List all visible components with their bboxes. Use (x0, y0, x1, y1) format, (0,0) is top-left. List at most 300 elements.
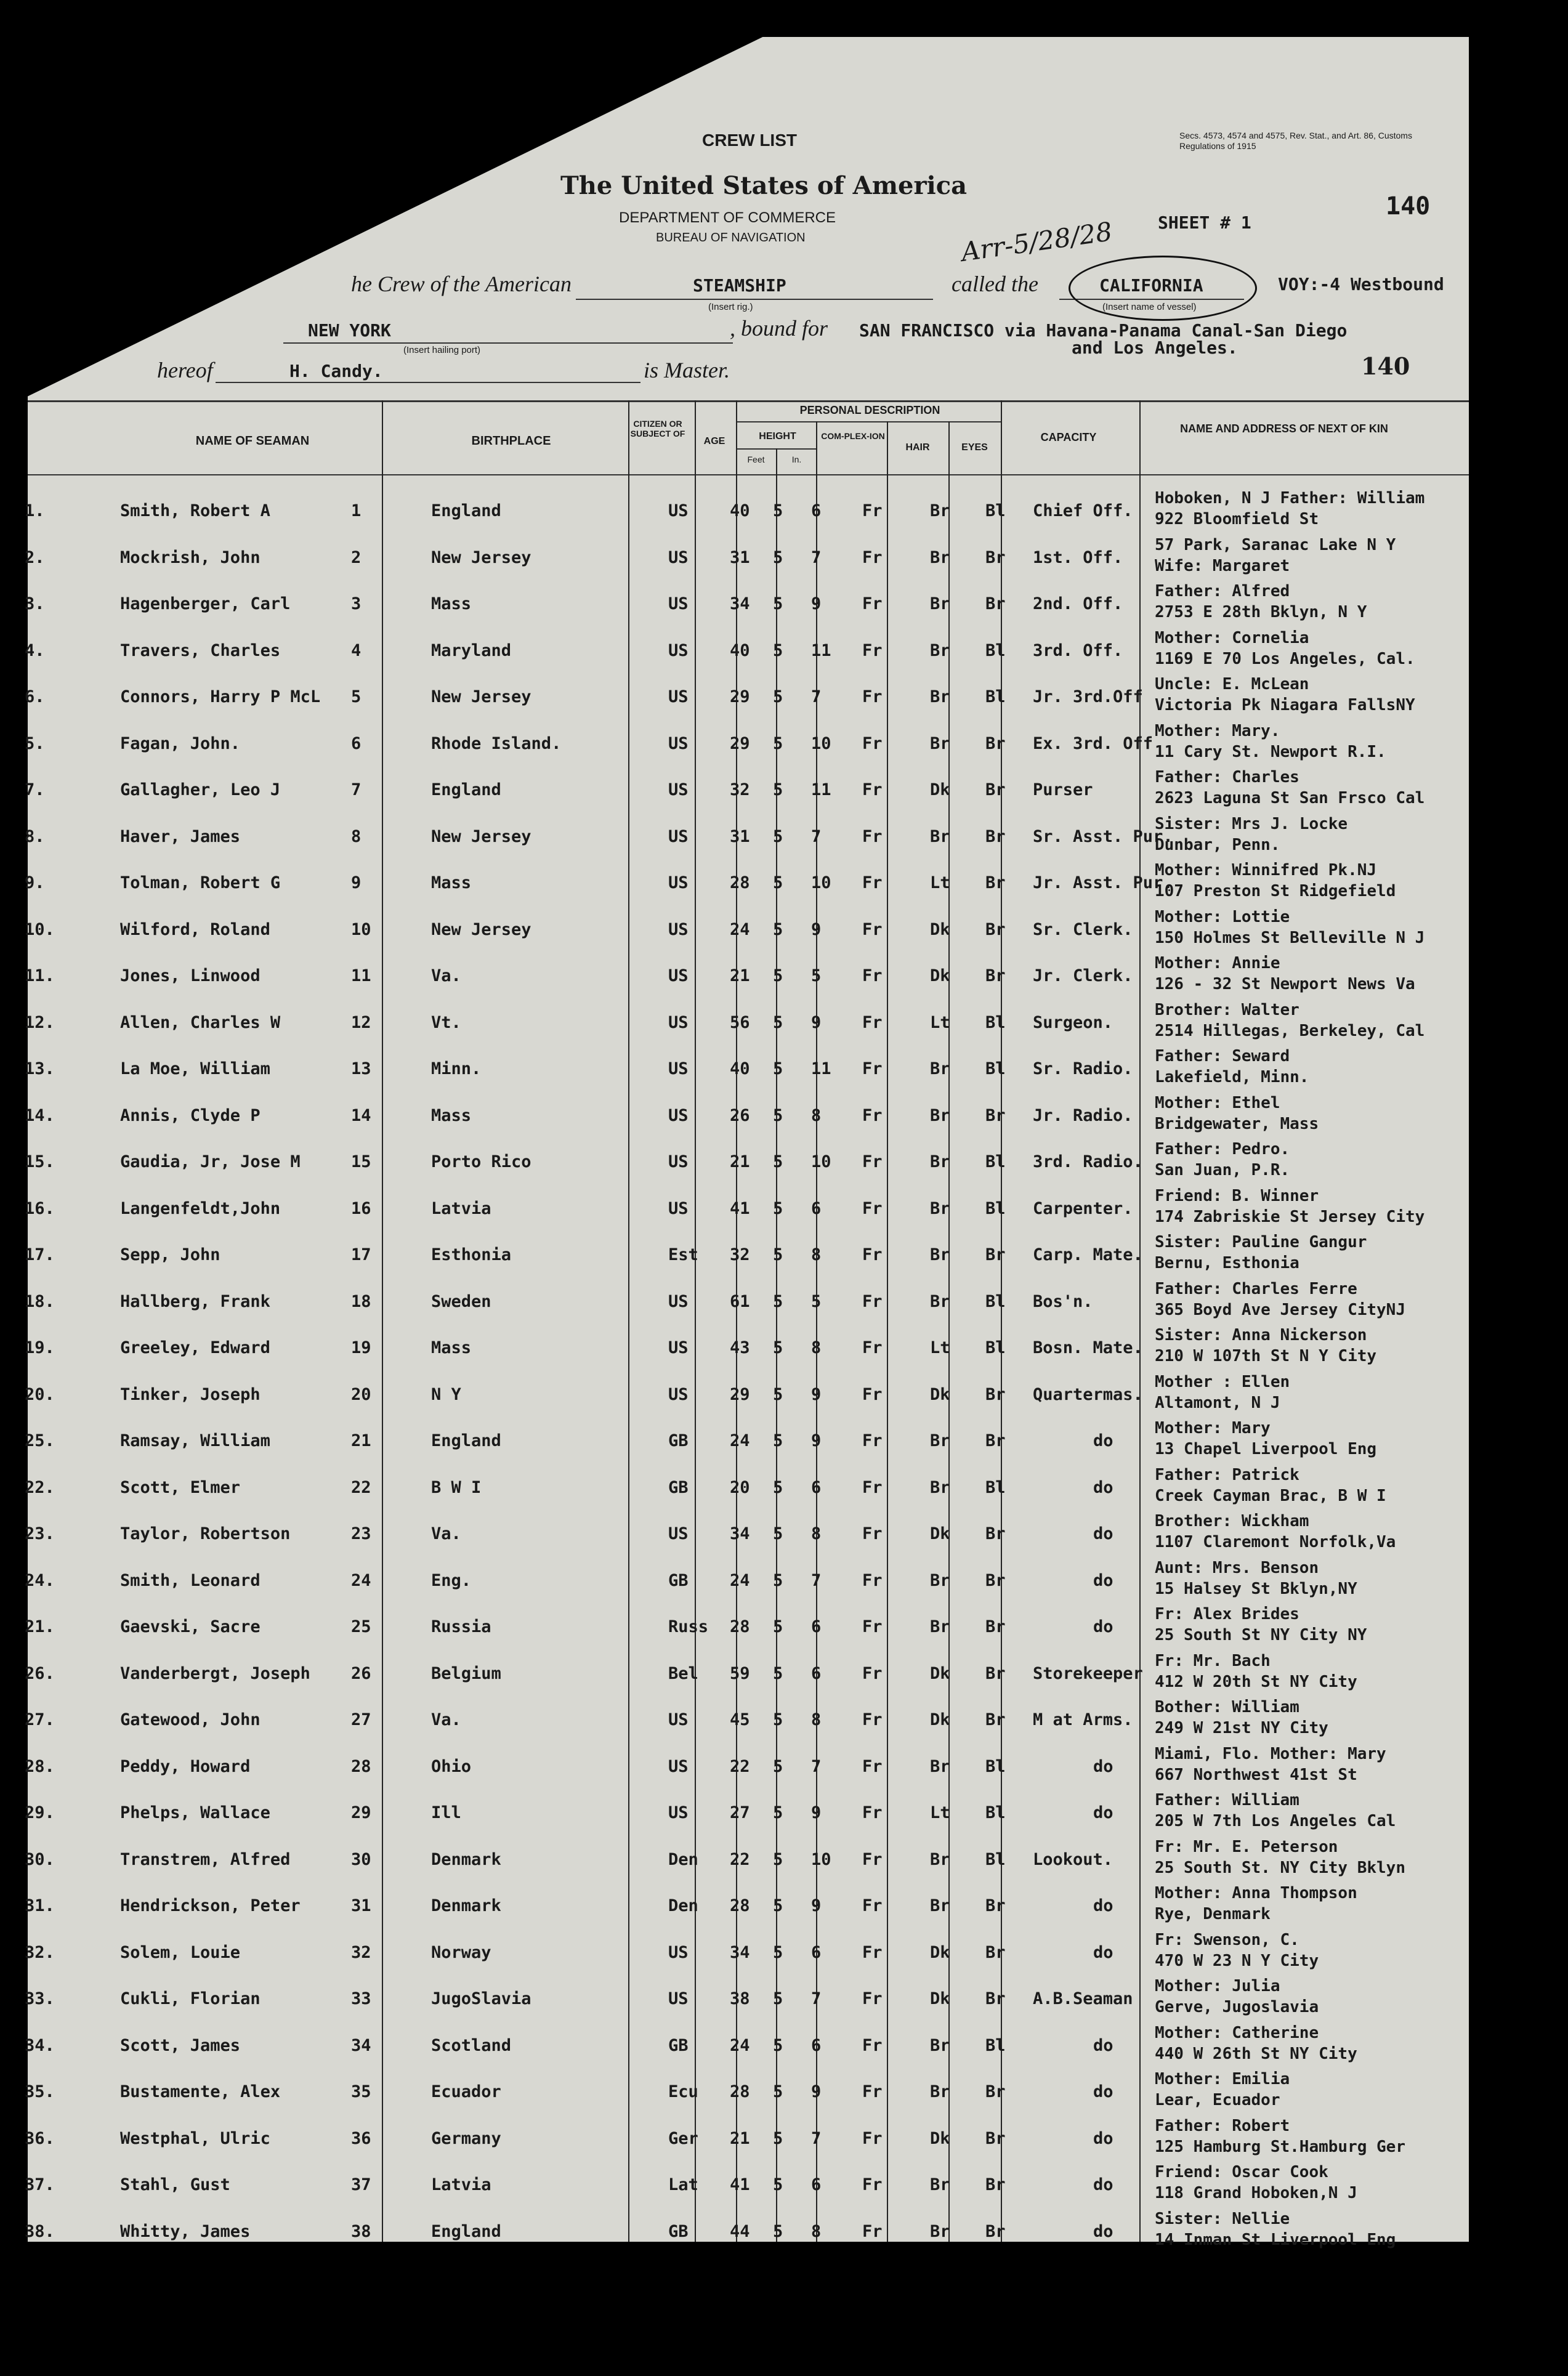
col-header-complexion: COM-PLEX-ION (821, 431, 885, 441)
crew-birthplace: Latvia (431, 2175, 491, 2194)
crew-eyes: Br (985, 594, 1006, 613)
kin-name: Mother: Winnifred Pk.NJ (1155, 861, 1377, 879)
table-row (25, 1884, 1469, 1934)
crew-number: 36 (351, 2128, 371, 2148)
crew-eyes: Bl (985, 687, 1006, 706)
crew-next-of-kin (1155, 814, 1348, 855)
crew-name: Gaudia, Jr, Jose M (120, 1152, 301, 1171)
crew-complexion: Fr (862, 548, 883, 567)
crew-next-of-kin (1155, 1418, 1376, 1460)
table-row (25, 721, 1469, 772)
crew-birthplace: N Y (431, 1384, 461, 1404)
crew-complexion: Fr (862, 2035, 883, 2055)
col-header-citizen: CITIZEN OR SUBJECT OF (630, 419, 685, 438)
crew-line-number: 35. (25, 2082, 55, 2101)
crew-complexion: Fr (862, 733, 883, 753)
table-row (25, 1419, 1469, 1469)
crew-eyes: Bl (985, 1198, 1006, 1218)
crew-line-number: 22. (25, 1477, 55, 1497)
crew-next-of-kin (1155, 1046, 1309, 1088)
crew-complexion: Fr (862, 1291, 883, 1311)
kin-name: Father: Patrick (1155, 1465, 1299, 1484)
crew-height-inches: 10 (811, 1152, 831, 1171)
crew-line-number: 33. (25, 1989, 55, 2008)
crew-birthplace: New Jersey (431, 548, 531, 567)
crew-citizenship: US (668, 780, 689, 799)
crew-line-number: 26. (25, 1663, 55, 1683)
crew-name: Fagan, John. (120, 733, 241, 753)
table-row (25, 675, 1469, 725)
crew-capacity: do (1093, 1756, 1113, 1776)
table-row (25, 1279, 1469, 1330)
kin-name: Sister: Mrs J. Locke (1155, 814, 1348, 833)
crew-eyes: Bl (985, 1291, 1006, 1311)
kin-name: Mother : Ellen (1155, 1372, 1290, 1391)
crew-capacity: 3rd. Radio. (1033, 1152, 1143, 1171)
crew-next-of-kin (1155, 2115, 1405, 2157)
crew-number: 5 (351, 687, 362, 706)
table-row (25, 1558, 1469, 1609)
crew-eyes: Br (985, 1570, 1006, 1590)
crew-capacity: Chief Off. (1033, 501, 1133, 520)
kin-address: 125 Hamburg St.Hamburg Ger (1155, 2137, 1405, 2156)
crew-number: 6 (351, 733, 362, 753)
table-row (25, 1000, 1469, 1051)
crew-height-feet: 5 (773, 2175, 783, 2194)
crew-hair: Dk (930, 1989, 950, 2008)
crew-age: 22 (730, 1756, 750, 1776)
crew-hair: Br (930, 1291, 950, 1311)
crew-height-feet: 5 (773, 1291, 783, 1311)
crew-complexion: Fr (862, 1803, 883, 1822)
crew-line-number: 9. (25, 873, 45, 892)
kin-name: Friend: Oscar Cook (1155, 2163, 1328, 2181)
crew-birthplace: New Jersey (431, 826, 531, 846)
crew-name: Transtrem, Alfred (120, 1849, 291, 1869)
crew-hair: Br (930, 1756, 950, 1776)
crew-number: 10 (351, 919, 371, 939)
crew-line-number: 11. (25, 966, 55, 985)
crew-hair: Br (930, 687, 950, 706)
crew-number: 32 (351, 1942, 371, 1962)
kin-name: Father: Charles (1155, 768, 1299, 786)
crew-capacity: 1st. Off. (1033, 548, 1123, 567)
crew-hair: Lt (930, 873, 950, 892)
crew-next-of-kin (1155, 1000, 1425, 1041)
crew-name: Stahl, Gust (120, 2175, 230, 2194)
crew-line-number: 24. (25, 1570, 55, 1590)
crew-number: 9 (351, 873, 362, 892)
crew-line-number: 8. (25, 826, 45, 846)
crew-age: 31 (730, 548, 750, 567)
crew-height-feet: 5 (773, 873, 783, 892)
crew-number: 19 (351, 1338, 371, 1357)
crew-height-inches: 7 (811, 1756, 822, 1776)
kin-name: Fr: Alex Brides (1155, 1605, 1299, 1623)
crew-hair: Br (930, 1105, 950, 1125)
crew-capacity: Jr. Asst. Pur. (1033, 873, 1173, 892)
crew-height-inches: 6 (811, 2035, 822, 2055)
crew-hair: Lt (930, 1803, 950, 1822)
crew-height-inches: 7 (811, 1989, 822, 2008)
crew-eyes: Br (985, 966, 1006, 985)
crew-height-inches: 9 (811, 594, 822, 613)
crew-capacity: M at Arms. (1033, 1710, 1133, 1729)
bureau-label: BUREAU OF NAVIGATION (656, 231, 806, 244)
crew-number: 23 (351, 1524, 371, 1543)
voyage: VOY:-4 Westbound (1278, 274, 1444, 294)
kin-address: San Juan, P.R. (1155, 1161, 1290, 1179)
crew-capacity: do (1093, 1942, 1113, 1962)
crew-age: 34 (730, 1524, 750, 1543)
crew-age: 29 (730, 1384, 750, 1404)
crew-height-feet: 5 (773, 780, 783, 799)
crew-line-number: 13. (25, 1059, 55, 1078)
crew-name: Scott, James (120, 2035, 241, 2055)
crew-height-inches: 7 (811, 1570, 822, 1590)
crew-line-number: 29. (25, 1803, 55, 1822)
crew-citizenship: GB (668, 2035, 689, 2055)
crew-hair: Dk (930, 2128, 950, 2148)
crew-age: 41 (730, 1198, 750, 1218)
crew-citizenship: US (668, 594, 689, 613)
crew-line-number: 37. (25, 2175, 55, 2194)
kin-address: 412 W 20th St NY City (1155, 1672, 1357, 1691)
crew-line-number: 31. (25, 1896, 55, 1915)
crew-number: 25 (351, 1617, 371, 1636)
crew-number: 3 (351, 594, 362, 613)
crew-age: 59 (730, 1663, 750, 1683)
crew-name: La Moe, William (120, 1059, 270, 1078)
kin-address: 174 Zabriskie St Jersey City (1155, 1207, 1425, 1226)
crew-hair: Br (930, 2175, 950, 2194)
crew-birthplace: Scotland (431, 2035, 512, 2055)
crew-complexion: Fr (862, 1710, 883, 1729)
kin-name: Mother: Lottie (1155, 907, 1290, 926)
crew-line-number: 2. (25, 548, 45, 567)
crew-birthplace: Porto Rico (431, 1152, 531, 1171)
crew-hair: Br (930, 733, 950, 753)
table-row (25, 1465, 1469, 1516)
crew-name: Connors, Harry P McL (120, 687, 321, 706)
table-row (25, 1047, 1469, 1097)
crew-next-of-kin (1155, 1883, 1357, 1925)
crew-number: 1 (351, 501, 362, 520)
crew-height-feet: 5 (773, 1524, 783, 1543)
crew-height-inches: 6 (811, 501, 822, 520)
crew-eyes: Bl (985, 1152, 1006, 1171)
crew-next-of-kin (1155, 1837, 1405, 1878)
kin-address: 25 South St. NY City Bklyn (1155, 1858, 1405, 1877)
kin-name: Sister: Pauline Gangur (1155, 1233, 1367, 1251)
crew-capacity: 2nd. Off. (1033, 594, 1123, 613)
crew-next-of-kin (1155, 2022, 1357, 2064)
crew-number: 24 (351, 1570, 371, 1590)
crew-name: Scott, Elmer (120, 1477, 241, 1497)
crew-birthplace: England (431, 2221, 501, 2241)
table-row (25, 1837, 1469, 1888)
crew-next-of-kin (1155, 1186, 1425, 1227)
personal-rule (736, 421, 1001, 422)
table-row (25, 1140, 1469, 1190)
crew-complexion: Fr (862, 2082, 883, 2101)
kin-address: Dunbar, Penn. (1155, 835, 1280, 854)
crew-capacity: Sr. Radio. (1033, 1059, 1133, 1078)
crew-age: 21 (730, 966, 750, 985)
table-row (25, 954, 1469, 1004)
crew-birthplace: Va. (431, 966, 461, 985)
kin-address: 11 Cary St. Newport R.I. (1155, 742, 1386, 761)
crew-citizenship: US (668, 966, 689, 985)
crew-citizenship: GB (668, 2221, 689, 2241)
kin-address: Lakefield, Minn. (1155, 1068, 1309, 1086)
crew-capacity: do (1093, 1617, 1113, 1636)
crew-height-inches: 6 (811, 1663, 822, 1683)
crew-height-feet: 5 (773, 1059, 783, 1078)
table-header-bottom-rule (28, 474, 1469, 475)
crew-capacity: do (1093, 2175, 1113, 2194)
crew-age: 24 (730, 2035, 750, 2055)
table-row (25, 1744, 1469, 1795)
crew-hair: Br (930, 640, 950, 660)
crew-complexion: Fr (862, 966, 883, 985)
hailing-port-hint: (Insert hailing port) (403, 345, 481, 355)
kin-name: Father: Charles Ferre (1155, 1279, 1357, 1298)
crew-number: 20 (351, 1384, 371, 1404)
crew-capacity: do (1093, 1431, 1113, 1450)
crew-citizenship: US (668, 1012, 689, 1032)
crew-height-feet: 5 (773, 2035, 783, 2055)
crew-age: 41 (730, 2175, 750, 2194)
crew-eyes: Bl (985, 501, 1006, 520)
crew-height-inches: 9 (811, 2082, 822, 2101)
crew-height-inches: 10 (811, 1849, 831, 1869)
vessel-type: STEAMSHIP (693, 275, 786, 296)
crew-of-label: he Crew of the American (351, 272, 572, 296)
crew-age: 56 (730, 1012, 750, 1032)
crew-line-number: 19. (25, 1338, 55, 1357)
statute-reference: Secs. 4573, 4574 and 4575, Rev. Stat., and Art. 86, Customs Regulations of 1915 (1179, 131, 1412, 151)
crew-age: 40 (730, 640, 750, 660)
crew-birthplace: Ecuador (431, 2082, 501, 2101)
crew-birthplace: Maryland (431, 640, 512, 660)
crew-age: 38 (730, 1989, 750, 2008)
crew-line-number: 32. (25, 1942, 55, 1962)
crew-height-feet: 5 (773, 594, 783, 613)
kin-address: 2753 E 28th Bklyn, N Y (1155, 603, 1367, 621)
crew-citizenship: US (668, 1152, 689, 1171)
crew-next-of-kin (1155, 1744, 1386, 1785)
crew-name: Greeley, Edward (120, 1338, 270, 1357)
col-header-inches: In. (791, 455, 802, 464)
crew-complexion: Fr (862, 2175, 883, 2194)
crew-birthplace: JugoSlavia (431, 1989, 531, 2008)
crew-name: Whitty, James (120, 2221, 251, 2241)
crew-name: Langenfeldt,John (120, 1198, 281, 1218)
crew-number: 21 (351, 1431, 371, 1450)
table-row (25, 768, 1469, 818)
kin-address: 922 Bloomfield St (1155, 510, 1319, 528)
crew-height-inches: 8 (811, 1710, 822, 1729)
crew-name: Hallberg, Frank (120, 1291, 270, 1311)
crew-eyes: Br (985, 919, 1006, 939)
crew-complexion: Fr (862, 1431, 883, 1450)
table-row (25, 814, 1469, 865)
crew-height-feet: 5 (773, 2128, 783, 2148)
table-row (25, 2116, 1469, 2167)
crew-birthplace: Mass (431, 873, 472, 892)
crew-number: 4 (351, 640, 362, 660)
crew-capacity: Sr. Asst. Pur. (1033, 826, 1173, 846)
crew-capacity: Purser (1033, 780, 1093, 799)
table-row (25, 582, 1469, 632)
is-master-label: is Master. (644, 358, 730, 382)
crew-age: 32 (730, 1245, 750, 1264)
crew-height-feet: 5 (773, 1849, 783, 1869)
table-row (25, 1651, 1469, 1702)
kin-name: Brother: Wickham (1155, 1512, 1309, 1530)
crew-next-of-kin (1155, 535, 1396, 576)
crew-age: 40 (730, 1059, 750, 1078)
crew-age: 24 (730, 1431, 750, 1450)
crew-next-of-kin (1155, 721, 1386, 762)
col-header-age: AGE (703, 436, 725, 447)
crew-height-feet: 5 (773, 640, 783, 660)
crew-hair: Lt (930, 1012, 950, 1032)
kin-address: 15 Halsey St Bklyn,NY (1155, 1579, 1357, 1598)
kin-address: 249 W 21st NY City (1155, 1719, 1328, 1737)
crew-height-feet: 5 (773, 1710, 783, 1729)
crew-birthplace: Ill (431, 1803, 461, 1822)
crew-height-inches: 7 (811, 548, 822, 567)
crew-name: Smith, Leonard (120, 1570, 261, 1590)
crew-capacity: do (1093, 1570, 1113, 1590)
crew-birthplace: Denmark (431, 1849, 501, 1869)
crew-complexion: Fr (862, 1989, 883, 2008)
crew-name: Gatewood, John (120, 1710, 261, 1729)
crew-height-inches: 6 (811, 1617, 822, 1636)
crew-hair: Dk (930, 1710, 950, 1729)
crew-next-of-kin (1155, 767, 1425, 809)
crew-complexion: Fr (862, 780, 883, 799)
crew-citizenship: US (668, 640, 689, 660)
crew-birthplace: Esthonia (431, 1245, 512, 1264)
crew-birthplace: Sweden (431, 1291, 491, 1311)
crew-capacity: Jr. Clerk. (1033, 966, 1133, 985)
crew-citizenship: US (668, 873, 689, 892)
kin-address: 25 South St NY City NY (1155, 1626, 1367, 1644)
crew-eyes: Bl (985, 1803, 1006, 1822)
kin-name: Mother: Mary (1155, 1419, 1271, 1437)
kin-name: Mother: Anna Thompson (1155, 1884, 1357, 1902)
crew-hair: Lt (930, 1338, 950, 1357)
kin-address: 470 W 23 N Y City (1155, 1951, 1319, 1970)
crew-birthplace: England (431, 780, 501, 799)
crew-hair: Br (930, 1570, 950, 1590)
col-header-feet: Feet (747, 455, 765, 464)
crew-name: Westphal, Ulric (120, 2128, 270, 2148)
crew-complexion: Fr (862, 1198, 883, 1218)
crew-hair: Br (930, 826, 950, 846)
crew-eyes: Br (985, 2221, 1006, 2241)
crew-line-number: 20. (25, 1384, 55, 1404)
crew-capacity: Storekeeper (1033, 1663, 1143, 1683)
kin-name: Sister: Nellie (1155, 2209, 1290, 2228)
crew-citizenship: GB (668, 1431, 689, 1450)
kin-address: 440 W 26th St NY City (1155, 2044, 1357, 2063)
crew-height-feet: 5 (773, 1245, 783, 1264)
crew-number: 34 (351, 2035, 371, 2055)
crew-birthplace: B W I (431, 1477, 482, 1497)
crew-number: 38 (351, 2221, 371, 2241)
crew-height-inches: 8 (811, 1105, 822, 1125)
crew-line-number: 38. (25, 2221, 55, 2241)
crew-hair: Br (930, 1896, 950, 1915)
crew-height-feet: 5 (773, 501, 783, 520)
crew-capacity: A.B.Seaman (1033, 1989, 1133, 2008)
sheet-number: SHEET # 1 (1158, 212, 1251, 233)
crew-number: 13 (351, 1059, 371, 1078)
crew-eyes: Br (985, 1663, 1006, 1683)
crew-height-inches: 10 (811, 873, 831, 892)
table-row (25, 907, 1469, 958)
crew-next-of-kin (1155, 628, 1415, 669)
crew-line-number: 5. (25, 733, 45, 753)
crew-age: 29 (730, 687, 750, 706)
crew-height-feet: 5 (773, 2221, 783, 2241)
table-row (25, 535, 1469, 586)
crew-line-number: 4. (25, 640, 45, 660)
crew-capacity: do (1093, 1477, 1113, 1497)
crew-line-number: 30. (25, 1849, 55, 1869)
crew-line-number: 12. (25, 1012, 55, 1032)
crew-name: Bustamente, Alex (120, 2082, 281, 2101)
crew-hair: Dk (930, 1524, 950, 1543)
table-row (25, 2209, 1469, 2260)
vessel-name: CALIFORNIA (1099, 275, 1203, 296)
crew-citizenship: GB (668, 1477, 689, 1497)
kin-name: Uncle: E. McLean (1155, 675, 1309, 693)
crew-next-of-kin (1155, 674, 1415, 716)
crew-hair: Dk (930, 1942, 950, 1962)
crew-next-of-kin (1155, 1465, 1386, 1506)
crew-capacity: do (1093, 1524, 1113, 1543)
crew-name: Travers, Charles (120, 640, 281, 660)
crew-complexion: Fr (862, 1524, 883, 1543)
crew-height-inches: 6 (811, 1198, 822, 1218)
crew-name: Wilford, Roland (120, 919, 270, 939)
crew-name: Vanderbergt, Joseph (120, 1663, 310, 1683)
crew-next-of-kin (1155, 1976, 1319, 2018)
crew-line-number: 16. (25, 1198, 55, 1218)
kin-name: 57 Park, Saranac Lake N Y (1155, 535, 1396, 554)
crew-height-inches: 8 (811, 2221, 822, 2241)
arrival-note: Arr-5/28/28 (959, 216, 1114, 267)
crew-next-of-kin (1155, 1651, 1357, 1692)
crew-complexion: Fr (862, 919, 883, 939)
crew-hair: Dk (930, 919, 950, 939)
crew-line-number: 34. (25, 2035, 55, 2055)
crew-name: Sepp, John (120, 1245, 220, 1264)
crew-next-of-kin (1155, 1139, 1290, 1181)
crew-number: 30 (351, 1849, 371, 1869)
crew-eyes: Br (985, 780, 1006, 799)
table-row (25, 1698, 1469, 1748)
crew-next-of-kin (1155, 2162, 1357, 2204)
crew-hair: Br (930, 1849, 950, 1869)
crew-hair: Br (930, 594, 950, 613)
col-header-height: HEIGHT (759, 431, 796, 442)
